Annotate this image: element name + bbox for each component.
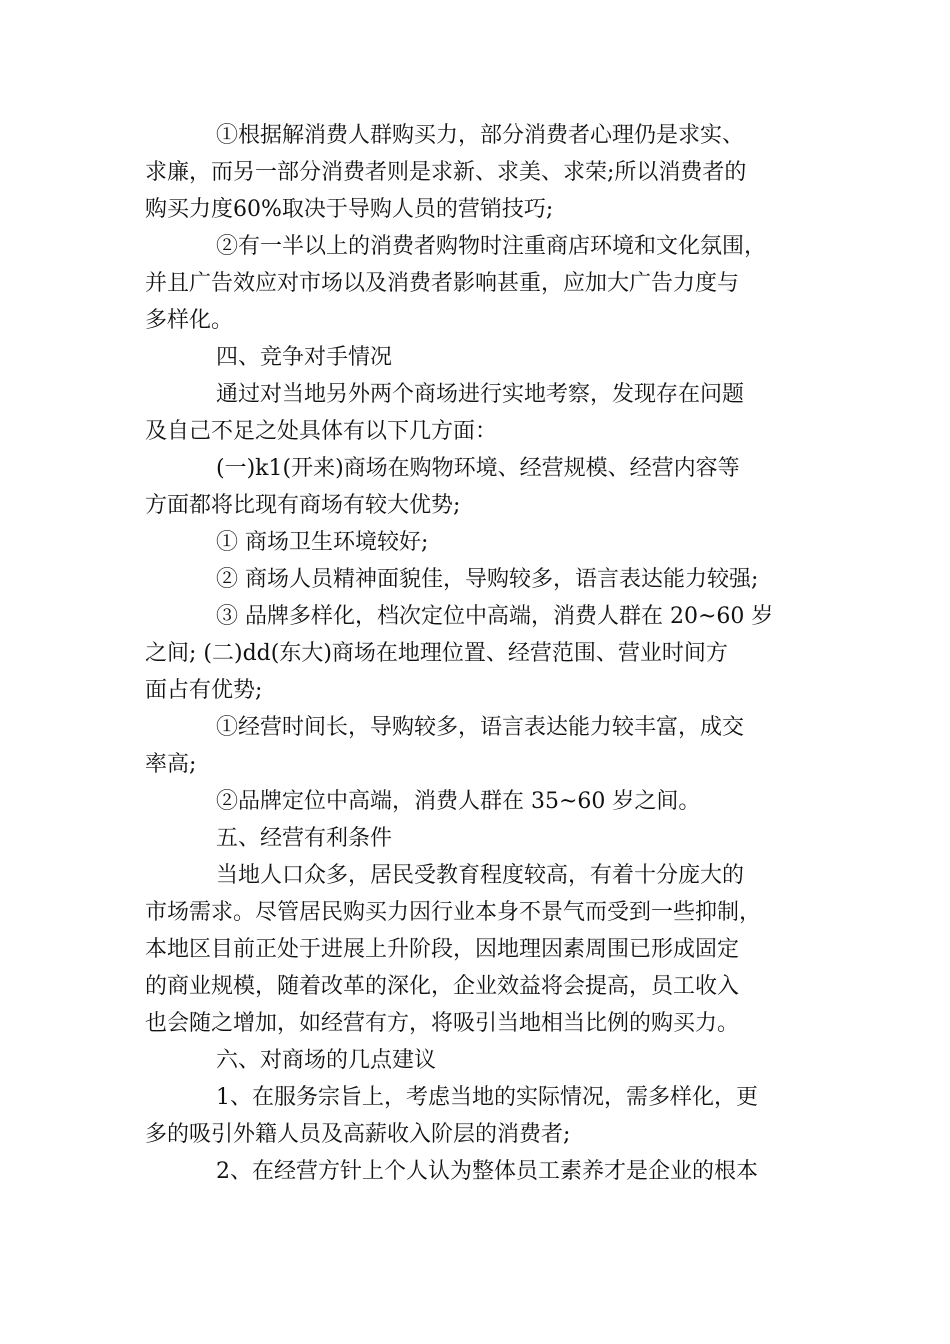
paragraph-line: 当地人口众多，居民受教育程度较高，有着十分庞大的 — [216, 863, 745, 888]
paragraph-line: 求廉，而另一部分消费者则是求新、求美、求荣;所以消费者的 — [145, 160, 747, 185]
paragraph-line: 也会随之增加，如经营有方，将吸引当地相当比例的购买力。 — [145, 1011, 740, 1036]
paragraph-line: (一)k1(开来)商场在购物环境、经营规模、经营内容等 — [216, 456, 740, 481]
list-item: ①经营时间长，导购较多，语言表达能力较丰富，成交 — [216, 715, 745, 740]
list-item: 2、在经营方针上个人认为整体员工素养才是企业的根本 — [216, 1159, 758, 1184]
paragraph-line: 市场需求。尽管居民购买力因行业本身不景气而受到一些抑制， — [145, 900, 762, 925]
paragraph-line: 多样化。 — [145, 308, 234, 333]
section-heading: 五、经营有利条件 — [216, 826, 393, 851]
list-item: 1、在服务宗旨上，考虑当地的实际情况，需多样化，更 — [216, 1085, 758, 1110]
paragraph-line: 的商业规模，随着改革的深化，企业效益将会提高，员工收入 — [145, 974, 740, 999]
paragraph-line: 之间; (二)dd(东大)商场在地理位置、经营范围、营业时间方 — [145, 641, 728, 666]
list-item: ① 商场卫生环境较好; — [216, 530, 429, 555]
paragraph-line: ①根据解消费人群购买力，部分消费者心理仍是求实、 — [216, 123, 745, 148]
paragraph-line: 方面都将比现有商场有较大优势; — [145, 493, 461, 518]
list-item: ③ 品牌多样化，档次定位中高端，消费人群在 20~60 岁 — [216, 604, 774, 629]
paragraph-line: 面占有优势; — [145, 678, 263, 703]
paragraph-line: 多的吸引外籍人员及高薪收入阶层的消费者; — [145, 1122, 571, 1147]
list-item: ② 商场人员精神面貌佳，导购较多，语言表达能力较强; — [216, 567, 759, 592]
paragraph-line: 率高; — [145, 752, 197, 777]
paragraph-line: 并且广告效应对市场以及消费者影响甚重，应加大广告力度与 — [145, 271, 740, 296]
section-heading: 六、对商场的几点建议 — [216, 1048, 437, 1073]
list-item: ②品牌定位中高端，消费人群在 35~60 岁之间。 — [216, 789, 701, 814]
paragraph-line: ②有一半以上的消费者购物时注重商店环境和文化氛围， — [216, 234, 767, 259]
paragraph-line: 购买力度60%取决于导购人员的营销技巧; — [145, 197, 554, 222]
section-heading: 四、竞争对手情况 — [216, 345, 393, 370]
paragraph-line: 及自己不足之处具体有以下几方面： — [145, 419, 498, 444]
paragraph-line: 本地区目前正处于进展上升阶段，因地理因素周围已形成固定 — [145, 937, 740, 962]
paragraph-line: 通过对当地另外两个商场进行实地考察，发现存在问题 — [216, 382, 745, 407]
